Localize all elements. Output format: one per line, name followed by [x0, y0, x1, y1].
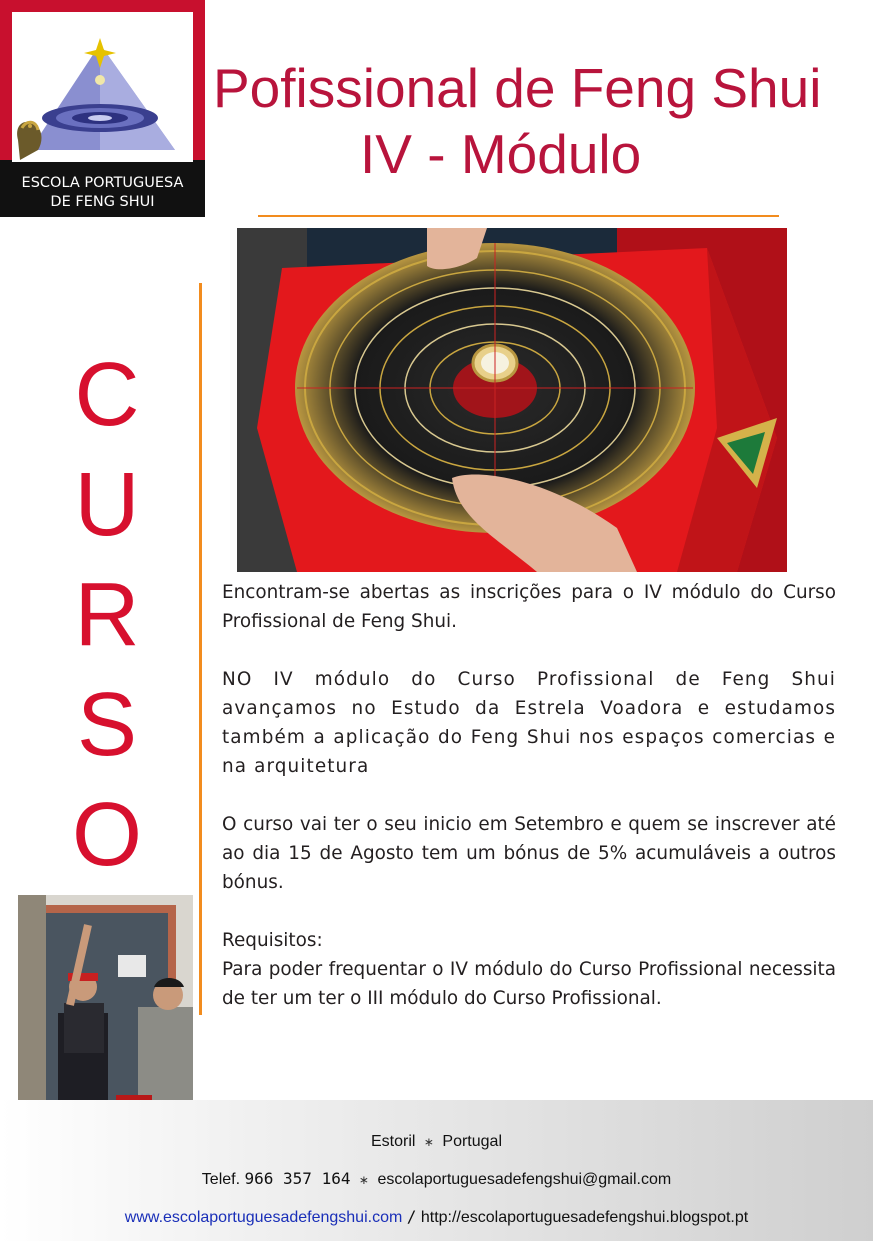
blog-link[interactable]: http://escolaportuguesadefengshui.blogspot.pt: [420, 1209, 749, 1226]
footer-location: [0, 1133, 873, 1151]
footer-country: Portugal: [442, 1133, 502, 1150]
logo-text: [0, 174, 205, 212]
requirements-text: Para poder frequentar o IV módulo do Curso Profissional necessita de ter um ter o III módulo do Curso Profissional.: [222, 959, 836, 1009]
footer-city: Estoril: [370, 1133, 416, 1150]
separator-icon: ∗: [423, 1135, 434, 1149]
requirements-heading: Requisitos:: [222, 930, 323, 951]
curso-letter: U: [74, 455, 140, 555]
curso-vertical-word: [62, 340, 152, 890]
workshop-photo: [18, 895, 193, 1130]
school-logo: [0, 0, 205, 217]
vertical-divider: [199, 283, 202, 1015]
link-separator: /: [406, 1207, 417, 1226]
curso-letter: C: [74, 345, 140, 445]
separator-icon: ∗: [358, 1173, 369, 1187]
phone-number[interactable]: 966 357 164: [244, 1169, 351, 1188]
curso-letter: S: [76, 675, 138, 775]
footer-contact: [0, 1169, 873, 1189]
logo-line-1: ESCOLA PORTUGUESA: [21, 175, 184, 191]
paragraph-enrolment: Encontram-se abertas as inscrições para o IV módulo do Curso Profissional de Feng Shui.: [222, 582, 836, 632]
phone-label: Telef.: [201, 1171, 241, 1188]
logo-line-2: DE FENG SHUI: [50, 194, 155, 210]
curso-letter: R: [74, 565, 140, 665]
title-line-1: Pofissional de Feng Shui: [213, 57, 822, 119]
paragraph-module-content: NO IV módulo do Curso Profissional de Feng Shui avançamos no Estudo da Estrela Voadora e estudamos também a aplicação do Feng Shui nos espaços comercias e na arquitetura: [222, 669, 836, 777]
title-line-2: IV - Módulo: [360, 123, 642, 185]
title-divider: [258, 215, 779, 217]
email-link[interactable]: escolaportuguesadefengshui@gmail.com: [377, 1171, 672, 1188]
footer-links: [0, 1207, 873, 1227]
curso-letter: O: [71, 785, 142, 885]
course-description: [222, 578, 836, 1013]
paragraph-start-date: O curso vai ter o seu inicio em Setembro e quem se inscrever até ao dia 15 de Agosto tem um bónus de 5% acumuláveis a outros bónus.: [222, 814, 836, 893]
website-link[interactable]: www.escolaportuguesadefengshui.com: [124, 1209, 403, 1226]
compass-photo: [237, 228, 787, 572]
